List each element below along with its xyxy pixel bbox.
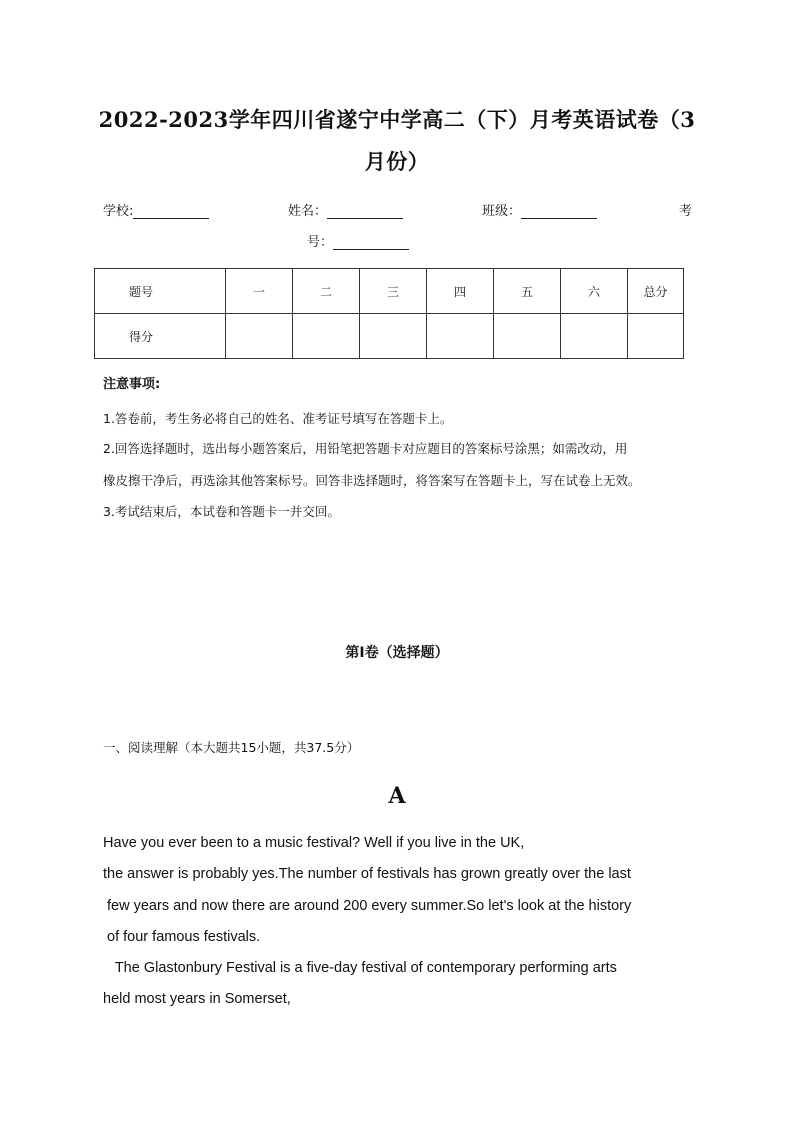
score-table-header-row bbox=[95, 269, 684, 314]
name-label: 姓名： bbox=[288, 204, 328, 219]
school-blank bbox=[133, 204, 209, 219]
passage-line-6: held most years in Somerset, bbox=[103, 991, 291, 1007]
score-table bbox=[94, 268, 684, 359]
class-blank bbox=[521, 204, 597, 219]
class-field bbox=[482, 200, 597, 219]
score-row-label: 得分 bbox=[95, 314, 226, 359]
class-label: 班级： bbox=[482, 204, 522, 219]
header-cell-5: 五 bbox=[494, 269, 561, 314]
score-cell-1 bbox=[226, 314, 293, 359]
school-field bbox=[103, 200, 209, 219]
notice-item-1: 1.答卷前，考生务必将自己的姓名、准考证号填写在答题卡上。 bbox=[103, 411, 453, 426]
header-cell-4: 四 bbox=[427, 269, 494, 314]
header-cell-6: 六 bbox=[561, 269, 628, 314]
exam-no-label-part1: 考 bbox=[679, 204, 693, 219]
name-blank bbox=[327, 204, 403, 219]
header-cell-total: 总分 bbox=[628, 269, 684, 314]
exam-title-line1: 2022-2023学年四川省遂宁中学高二（下）月考英语试卷（3 bbox=[98, 107, 696, 132]
score-cell-total bbox=[628, 314, 684, 359]
exam-no-field bbox=[307, 231, 409, 250]
passage-line-2: the answer is probably yes.The number of festivals has grown greatly over the last bbox=[103, 866, 631, 882]
passage-line-3: few years and now there are around 200 every summer.So let's look at the history bbox=[103, 898, 632, 914]
header-cell-3: 三 bbox=[360, 269, 427, 314]
question-group-heading: 一、阅读理解（本大题共15小题，共37.5分） bbox=[103, 740, 360, 755]
passage-line-5: The Glastonbury Festival is a five-day festival of contemporary performing arts bbox=[103, 960, 617, 976]
header-cell-1: 一 bbox=[226, 269, 293, 314]
passage-line-4: of four famous festivals. bbox=[103, 929, 261, 945]
school-label: 学校: bbox=[103, 204, 134, 219]
notice-item-2: 2.回答选择题时，选出每小题答案后，用铅笔把答题卡对应题目的答案标号涂黑；如需改动，用 bbox=[103, 441, 628, 456]
passage-line-1: Have you ever been to a music festival? Well if you live in the UK, bbox=[103, 835, 525, 851]
section-title: 第Ⅰ卷（选择题） bbox=[345, 645, 449, 661]
score-cell-3 bbox=[360, 314, 427, 359]
passage-label: A bbox=[388, 783, 406, 809]
notice-item-2-cont: 橡皮擦干净后，再选涂其他答案标号。回答非选择题时，将答案写在答题卡上，写在试卷上无效。 bbox=[103, 473, 641, 488]
header-cell-2: 二 bbox=[293, 269, 360, 314]
score-cell-5 bbox=[494, 314, 561, 359]
score-cell-2 bbox=[293, 314, 360, 359]
notice-item-3: 3.考试结束后，本试卷和答题卡一并交回。 bbox=[103, 504, 340, 519]
exam-no-blank bbox=[333, 235, 409, 250]
score-cell-4 bbox=[427, 314, 494, 359]
score-table-score-row bbox=[95, 314, 684, 359]
score-cell-6 bbox=[561, 314, 628, 359]
name-field bbox=[288, 200, 403, 219]
exam-no-label-part2: 号： bbox=[307, 235, 334, 250]
exam-title-line2: 月份） bbox=[364, 149, 430, 174]
header-cell-question-no: 题号 bbox=[95, 269, 226, 314]
notice-heading: 注意事项: bbox=[103, 377, 161, 392]
